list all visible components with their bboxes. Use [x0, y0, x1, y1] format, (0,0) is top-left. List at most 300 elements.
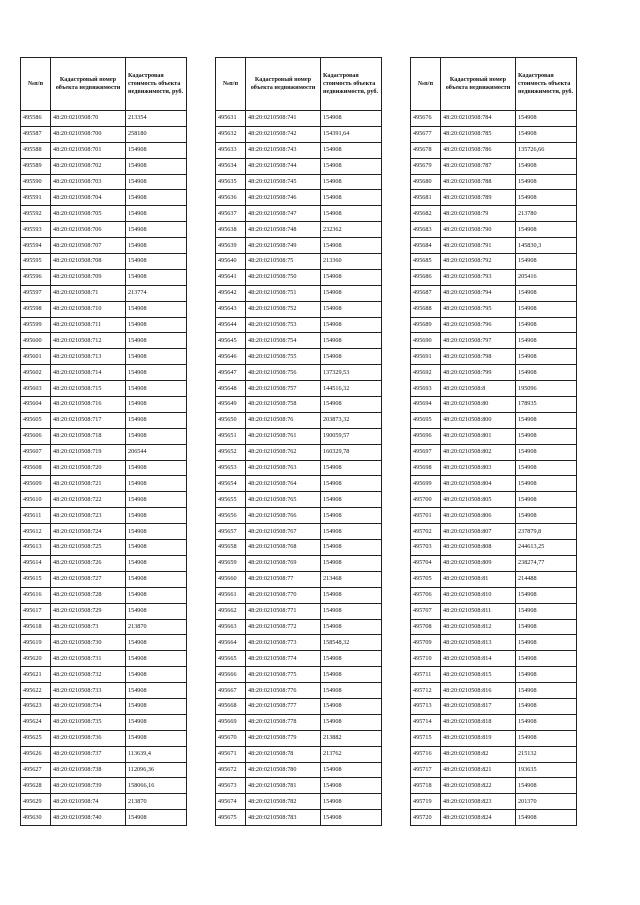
- cadastral-number: 48:20:0210508:725: [51, 540, 126, 556]
- cadastral-cost: 213882: [321, 730, 382, 746]
- cadastral-cost: 154908: [516, 222, 577, 238]
- cadastral-number: 48:20:0210508:723: [51, 508, 126, 524]
- cadastral-cost: 154908: [321, 158, 382, 174]
- cadastral-cost: 154908: [126, 524, 187, 540]
- cadastral-cost: 154908: [126, 381, 187, 397]
- cadastral-cost: 158548,32: [321, 635, 382, 651]
- row-number: 495644: [216, 317, 246, 333]
- row-number: 495702: [411, 524, 441, 540]
- cadastral-number: 48:20:0210508:710: [51, 301, 126, 317]
- row-number: 495714: [411, 714, 441, 730]
- table-row: [21, 285, 187, 301]
- row-number: 495683: [411, 222, 441, 238]
- row-number: 495632: [216, 126, 246, 142]
- cadastral-number: 48:20:0210508:768: [246, 540, 321, 556]
- table-row: [216, 158, 382, 174]
- table-header-row: [411, 58, 577, 111]
- cadastral-number: 48:20:0210508:750: [246, 269, 321, 285]
- table-row: [216, 174, 382, 190]
- table-row: [411, 492, 577, 508]
- cadastral-number: 48:20:0210508:79: [441, 206, 516, 222]
- cadastral-cost: 154908: [126, 698, 187, 714]
- table-row: [411, 285, 577, 301]
- table-row: [216, 111, 382, 127]
- cadastral-number: 48:20:0210508:748: [246, 222, 321, 238]
- row-number: 495703: [411, 540, 441, 556]
- cadastral-cost: 154908: [321, 524, 382, 540]
- row-number: 495701: [411, 508, 441, 524]
- row-number: 495613: [21, 540, 51, 556]
- cadastral-number: 48:20:0210508:707: [51, 238, 126, 254]
- cadastral-number: 48:20:0210508:8: [441, 381, 516, 397]
- row-number: 495687: [411, 285, 441, 301]
- row-number: 495652: [216, 444, 246, 460]
- cadastral-cost: 154908: [321, 619, 382, 635]
- cadastral-cost: 145830,3: [516, 238, 577, 254]
- cadastral-cost: 154908: [516, 111, 577, 127]
- cadastral-number: 48:20:0210508:800: [441, 412, 516, 428]
- table-row: [216, 571, 382, 587]
- cadastral-number: 48:20:0210508:767: [246, 524, 321, 540]
- row-number: 495590: [21, 174, 51, 190]
- row-number: 495623: [21, 698, 51, 714]
- cadastral-number: 48:20:0210508:717: [51, 412, 126, 428]
- row-number: 495603: [21, 381, 51, 397]
- header-cadastral-number: Кадастровый номер объекта недвижимости: [441, 58, 516, 111]
- row-number: 495658: [216, 540, 246, 556]
- table-row: [216, 667, 382, 683]
- cadastral-cost: 154908: [126, 667, 187, 683]
- cadastral-number: 48:20:0210508:770: [246, 587, 321, 603]
- row-number: 495679: [411, 158, 441, 174]
- table-row: [21, 174, 187, 190]
- cadastral-number: 48:20:0210508:76: [246, 412, 321, 428]
- cadastral-cost: 154908: [126, 587, 187, 603]
- cadastral-cost: 154908: [321, 301, 382, 317]
- header-cadastral-cost: Кадастровая стоимость объекта недвижимости, руб.: [516, 58, 577, 111]
- cadastral-cost: 154908: [321, 317, 382, 333]
- cadastral-number: 48:20:0210508:810: [441, 587, 516, 603]
- cadastral-cost: 154908: [126, 810, 187, 826]
- row-number: 495697: [411, 444, 441, 460]
- cadastral-cost: 154908: [516, 810, 577, 826]
- row-number: 495626: [21, 746, 51, 762]
- row-number: 495707: [411, 603, 441, 619]
- header-cadastral-cost: Кадастровая стоимость объекта недвижимости, руб.: [321, 58, 382, 111]
- row-number: 495586: [21, 111, 51, 127]
- table-row: [411, 587, 577, 603]
- table-row: [21, 301, 187, 317]
- row-number: 495619: [21, 635, 51, 651]
- cadastral-number: 48:20:0210508:70: [51, 111, 126, 127]
- table-row: [411, 540, 577, 556]
- cadastral-cost: 237879,8: [516, 524, 577, 540]
- row-number: 495635: [216, 174, 246, 190]
- table-row: [216, 428, 382, 444]
- row-number: 495685: [411, 254, 441, 270]
- row-number: 495629: [21, 794, 51, 810]
- cadastral-cost: 154908: [321, 683, 382, 699]
- cadastral-number: 48:20:0210508:781: [246, 778, 321, 794]
- row-number: 495662: [216, 603, 246, 619]
- cadastral-number: 48:20:0210508:708: [51, 254, 126, 270]
- cadastral-number: 48:20:0210508:700: [51, 126, 126, 142]
- table-row: [21, 555, 187, 571]
- cadastral-number: 48:20:0210508:808: [441, 540, 516, 556]
- table-row: [216, 810, 382, 826]
- table-row: [216, 698, 382, 714]
- row-number: 495622: [21, 683, 51, 699]
- row-number: 495654: [216, 476, 246, 492]
- row-number: 495665: [216, 651, 246, 667]
- table-row: [411, 603, 577, 619]
- cadastral-cost: 154908: [516, 635, 577, 651]
- row-number: 495710: [411, 651, 441, 667]
- cadastral-cost: 154908: [321, 587, 382, 603]
- row-number: 495645: [216, 333, 246, 349]
- row-number: 495686: [411, 269, 441, 285]
- table-row: [21, 142, 187, 158]
- row-number: 495605: [21, 412, 51, 428]
- table-row: [411, 508, 577, 524]
- cadastral-cost: 154908: [321, 111, 382, 127]
- cadastral-cost: 154908: [126, 174, 187, 190]
- cadastral-number: 48:20:0210508:796: [441, 317, 516, 333]
- cadastral-number: 48:20:0210508:728: [51, 587, 126, 603]
- row-number: 495634: [216, 158, 246, 174]
- table-row: [411, 142, 577, 158]
- row-number: 495641: [216, 269, 246, 285]
- cadastral-cost: 154908: [321, 333, 382, 349]
- row-number: 495617: [21, 603, 51, 619]
- cadastral-number: 48:20:0210508:82: [441, 746, 516, 762]
- cadastral-number: 48:20:0210508:798: [441, 349, 516, 365]
- cadastral-number: 48:20:0210508:734: [51, 698, 126, 714]
- cadastral-number: 48:20:0210508:75: [246, 254, 321, 270]
- row-number: 495675: [216, 810, 246, 826]
- table-row: [21, 365, 187, 381]
- cadastral-number: 48:20:0210508:797: [441, 333, 516, 349]
- row-number: 495606: [21, 428, 51, 444]
- table-row: [216, 730, 382, 746]
- table-row: [216, 794, 382, 810]
- row-number: 495655: [216, 492, 246, 508]
- row-number: 495614: [21, 555, 51, 571]
- table-row: [411, 619, 577, 635]
- table-row: [21, 222, 187, 238]
- row-number: 495666: [216, 667, 246, 683]
- table-row: [21, 651, 187, 667]
- cadastral-number: 48:20:0210508:811: [441, 603, 516, 619]
- cadastral-number: 48:20:0210508:805: [441, 492, 516, 508]
- table-row: [411, 651, 577, 667]
- cadastral-cost: 154908: [321, 540, 382, 556]
- cadastral-cost: 154908: [516, 683, 577, 699]
- table-row: [21, 714, 187, 730]
- table-row: [411, 476, 577, 492]
- cadastral-number: 48:20:0210508:754: [246, 333, 321, 349]
- cadastral-number: 48:20:0210508:749: [246, 238, 321, 254]
- table-row: [411, 317, 577, 333]
- cadastral-number: 48:20:0210508:733: [51, 683, 126, 699]
- cadastral-number: 48:20:0210508:703: [51, 174, 126, 190]
- cadastral-number: 48:20:0210508:721: [51, 476, 126, 492]
- cadastral-cost: 154908: [126, 428, 187, 444]
- cadastral-cost: 154908: [321, 206, 382, 222]
- cadastral-number: 48:20:0210508:758: [246, 397, 321, 413]
- cadastral-number: 48:20:0210508:74: [51, 794, 126, 810]
- cadastral-cost: 190059,57: [321, 428, 382, 444]
- cadastral-cost: 154908: [321, 476, 382, 492]
- cadastral-number: 48:20:0210508:769: [246, 555, 321, 571]
- row-number: 495715: [411, 730, 441, 746]
- cadastral-number: 48:20:0210508:764: [246, 476, 321, 492]
- cadastral-table-1: [20, 57, 187, 826]
- row-number: 495615: [21, 571, 51, 587]
- cadastral-number: 48:20:0210508:751: [246, 285, 321, 301]
- cadastral-number: 48:20:0210508:791: [441, 238, 516, 254]
- cadastral-cost: 213354: [126, 111, 187, 127]
- row-number: 495638: [216, 222, 246, 238]
- table-row: [411, 635, 577, 651]
- cadastral-number: 48:20:0210508:735: [51, 714, 126, 730]
- row-number: 495595: [21, 254, 51, 270]
- table-row: [411, 778, 577, 794]
- table-row: [216, 619, 382, 635]
- cadastral-cost: 154908: [516, 587, 577, 603]
- cadastral-number: 48:20:0210508:729: [51, 603, 126, 619]
- cadastral-number: 48:20:0210508:804: [441, 476, 516, 492]
- table-row: [216, 190, 382, 206]
- cadastral-cost: 215132: [516, 746, 577, 762]
- table-row: [216, 635, 382, 651]
- row-number: 495711: [411, 667, 441, 683]
- row-number: 495604: [21, 397, 51, 413]
- table-row: [216, 524, 382, 540]
- cadastral-number: 48:20:0210508:786: [441, 142, 516, 158]
- cadastral-cost: 154908: [516, 619, 577, 635]
- table-row: [411, 301, 577, 317]
- cadastral-cost: 154908: [516, 603, 577, 619]
- row-number: 495691: [411, 349, 441, 365]
- cadastral-cost: 154908: [516, 428, 577, 444]
- table-row: [411, 397, 577, 413]
- header-number: №п/п: [411, 58, 441, 111]
- row-number: 495602: [21, 365, 51, 381]
- row-number: 495657: [216, 524, 246, 540]
- table-row: [411, 428, 577, 444]
- cadastral-number: 48:20:0210508:740: [51, 810, 126, 826]
- cadastral-cost: 154908: [516, 317, 577, 333]
- row-number: 495656: [216, 508, 246, 524]
- table-row: [216, 412, 382, 428]
- cadastral-cost: 154908: [126, 333, 187, 349]
- table-row: [21, 428, 187, 444]
- table-row: [216, 460, 382, 476]
- cadastral-number: 48:20:0210508:738: [51, 762, 126, 778]
- table-row: [216, 254, 382, 270]
- cadastral-cost: 154908: [516, 698, 577, 714]
- row-number: 495636: [216, 190, 246, 206]
- table-row: [21, 397, 187, 413]
- cadastral-cost: 258180: [126, 126, 187, 142]
- cadastral-number: 48:20:0210508:731: [51, 651, 126, 667]
- cadastral-number: 48:20:0210508:807: [441, 524, 516, 540]
- row-number: 495709: [411, 635, 441, 651]
- table-row: [411, 444, 577, 460]
- row-number: 495684: [411, 238, 441, 254]
- row-number: 495688: [411, 301, 441, 317]
- cadastral-number: 48:20:0210508:787: [441, 158, 516, 174]
- cadastral-cost: 154908: [321, 285, 382, 301]
- table-row: [216, 222, 382, 238]
- cadastral-cost: 154908: [126, 603, 187, 619]
- cadastral-number: 48:20:0210508:765: [246, 492, 321, 508]
- table-row: [21, 540, 187, 556]
- table-row: [411, 762, 577, 778]
- row-number: 495712: [411, 683, 441, 699]
- table-row: [411, 412, 577, 428]
- table-row: [411, 238, 577, 254]
- table-row: [411, 190, 577, 206]
- row-number: 495601: [21, 349, 51, 365]
- row-number: 495598: [21, 301, 51, 317]
- cadastral-number: 48:20:0210508:701: [51, 142, 126, 158]
- row-number: 495669: [216, 714, 246, 730]
- row-number: 495690: [411, 333, 441, 349]
- table-row: [21, 381, 187, 397]
- table-row: [21, 587, 187, 603]
- row-number: 495699: [411, 476, 441, 492]
- cadastral-number: 48:20:0210508:752: [246, 301, 321, 317]
- cadastral-number: 48:20:0210508:766: [246, 508, 321, 524]
- cadastral-cost: 154908: [126, 254, 187, 270]
- cadastral-number: 48:20:0210508:720: [51, 460, 126, 476]
- table-row: [21, 190, 187, 206]
- cadastral-cost: 113639,4: [126, 746, 187, 762]
- row-number: 495678: [411, 142, 441, 158]
- cadastral-cost: 213780: [516, 206, 577, 222]
- table-row: [411, 794, 577, 810]
- cadastral-cost: 154908: [126, 269, 187, 285]
- cadastral-table-3: [410, 57, 577, 826]
- table-row: [411, 111, 577, 127]
- cadastral-number: 48:20:0210508:809: [441, 555, 516, 571]
- table-row: [411, 158, 577, 174]
- row-number: 495670: [216, 730, 246, 746]
- cadastral-cost: 154908: [126, 158, 187, 174]
- row-number: 495650: [216, 412, 246, 428]
- cadastral-cost: 154908: [126, 365, 187, 381]
- table-row: [216, 555, 382, 571]
- table-row: [21, 508, 187, 524]
- cadastral-number: 48:20:0210508:762: [246, 444, 321, 460]
- table-row: [216, 142, 382, 158]
- cadastral-number: 48:20:0210508:771: [246, 603, 321, 619]
- table-row: [216, 683, 382, 699]
- table-row: [21, 730, 187, 746]
- cadastral-cost: 158066,16: [126, 778, 187, 794]
- cadastral-number: 48:20:0210508:816: [441, 683, 516, 699]
- cadastral-number: 48:20:0210508:711: [51, 317, 126, 333]
- cadastral-cost: 154908: [321, 555, 382, 571]
- row-number: 495630: [21, 810, 51, 826]
- table-row: [216, 206, 382, 222]
- cadastral-number: 48:20:0210508:789: [441, 190, 516, 206]
- row-number: 495596: [21, 269, 51, 285]
- row-number: 495649: [216, 397, 246, 413]
- table-row: [21, 460, 187, 476]
- table-row: [411, 730, 577, 746]
- row-number: 495717: [411, 762, 441, 778]
- table-row: [21, 333, 187, 349]
- header-cadastral-cost: Кадастровая стоимость объекта недвижимости, руб.: [126, 58, 187, 111]
- cadastral-cost: 154908: [321, 651, 382, 667]
- row-number: 495720: [411, 810, 441, 826]
- cadastral-cost: 154908: [126, 222, 187, 238]
- cadastral-number: 48:20:0210508:724: [51, 524, 126, 540]
- cadastral-number: 48:20:0210508:802: [441, 444, 516, 460]
- cadastral-cost: 135726,66: [516, 142, 577, 158]
- cadastral-cost: 154908: [516, 174, 577, 190]
- row-number: 495667: [216, 683, 246, 699]
- row-number: 495592: [21, 206, 51, 222]
- row-number: 495631: [216, 111, 246, 127]
- cadastral-cost: 154908: [321, 508, 382, 524]
- row-number: 495692: [411, 365, 441, 381]
- cadastral-cost: 154908: [126, 349, 187, 365]
- table-row: [21, 778, 187, 794]
- cadastral-cost: 154908: [126, 238, 187, 254]
- row-number: 495643: [216, 301, 246, 317]
- row-number: 495612: [21, 524, 51, 540]
- table-row: [411, 667, 577, 683]
- cadastral-number: 48:20:0210508:726: [51, 555, 126, 571]
- cadastral-number: 48:20:0210508:704: [51, 190, 126, 206]
- row-number: 495628: [21, 778, 51, 794]
- cadastral-number: 48:20:0210508:821: [441, 762, 516, 778]
- header-number: №п/п: [21, 58, 51, 111]
- cadastral-cost: 154908: [321, 269, 382, 285]
- table-row: [216, 587, 382, 603]
- cadastral-number: 48:20:0210508:803: [441, 460, 516, 476]
- cadastral-cost: 178935: [516, 397, 577, 413]
- row-number: 495696: [411, 428, 441, 444]
- row-number: 495689: [411, 317, 441, 333]
- table-row: [411, 571, 577, 587]
- cadastral-cost: 154908: [321, 174, 382, 190]
- row-number: 495624: [21, 714, 51, 730]
- cadastral-cost: 154908: [516, 508, 577, 524]
- table-row: [216, 397, 382, 413]
- cadastral-cost: 193635: [516, 762, 577, 778]
- table-row: [216, 444, 382, 460]
- row-number: 495663: [216, 619, 246, 635]
- row-number: 495705: [411, 571, 441, 587]
- cadastral-number: 48:20:0210508:815: [441, 667, 516, 683]
- row-number: 495633: [216, 142, 246, 158]
- table-row: [216, 238, 382, 254]
- cadastral-number: 48:20:0210508:744: [246, 158, 321, 174]
- table-row: [21, 349, 187, 365]
- table-row: [411, 460, 577, 476]
- cadastral-number: 48:20:0210508:792: [441, 254, 516, 270]
- cadastral-cost: 201370: [516, 794, 577, 810]
- cadastral-number: 48:20:0210508:794: [441, 285, 516, 301]
- row-number: 495599: [21, 317, 51, 333]
- cadastral-number: 48:20:0210508:824: [441, 810, 516, 826]
- row-number: 495588: [21, 142, 51, 158]
